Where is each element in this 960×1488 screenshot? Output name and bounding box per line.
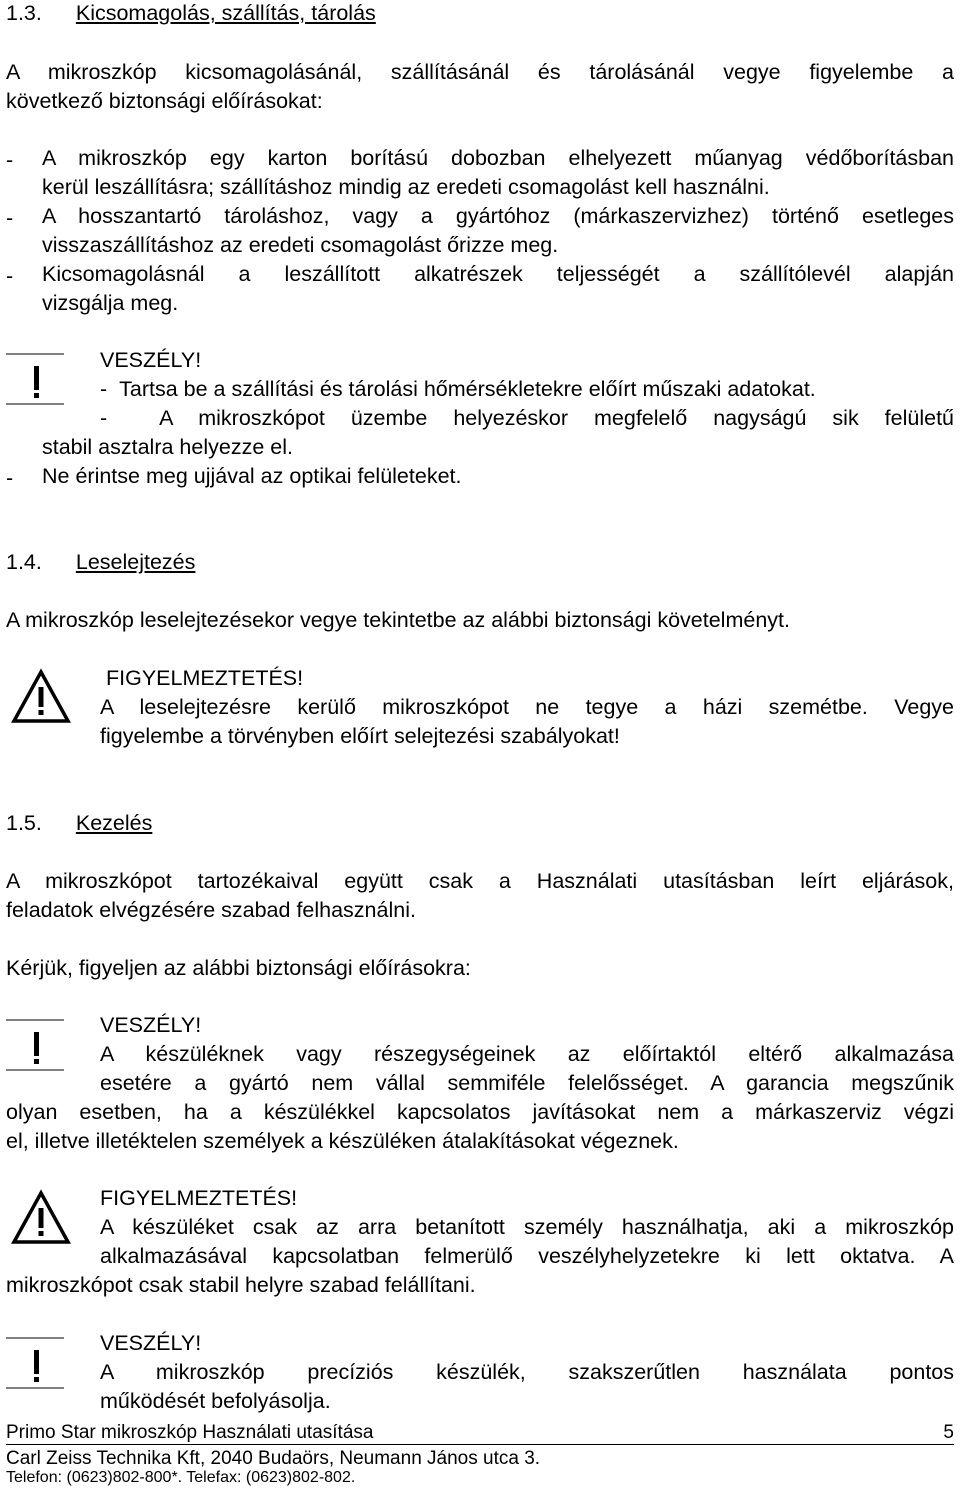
danger-label: VESZÉLY! xyxy=(100,1013,202,1037)
danger-item-line: stabil asztalra helyezze el. xyxy=(42,435,293,459)
paragraph-line: következő biztonsági előírásokat: xyxy=(6,89,323,113)
exclamation-icon xyxy=(6,352,68,408)
warning-triangle-icon xyxy=(10,668,72,726)
danger-line: el, illetve illetéktelen személyek a készüléken átalakításokat végeznek. xyxy=(6,1129,679,1153)
danger-label: VESZÉLY! xyxy=(100,1331,202,1355)
warning-label: FIGYELMEZTETÉS! xyxy=(100,1186,298,1210)
danger-item: - Tartsa be a szállítási és tárolási hőmérsékletekre előírt műszaki adatokat. xyxy=(100,377,816,401)
paragraph-line: A mikroszkóp kicsomagolásánál, szállításánál és tárolásánál vegye figyelembe a xyxy=(6,60,954,84)
list-item-line: Kicsomagolásnál a leszállított alkatrészek teljességét a szállítólevél alapján xyxy=(42,262,954,286)
danger-item-line: - A mikroszkópot üzembe helyezéskor megfelelő nagyságú sik felületű xyxy=(100,406,954,430)
warning-label: FIGYELMEZTETÉS! xyxy=(106,666,304,690)
paragraph-line: feladatok elvégzésére szabad felhasználni. xyxy=(6,898,416,922)
exclamation-icon xyxy=(6,1018,68,1074)
danger-item: Ne érintse meg ujjával az optikai felületeket. xyxy=(42,464,462,488)
paragraph-line: Kérjük, figyeljen az alábbi biztonsági előírásokra: xyxy=(6,956,471,980)
section-number: 1.4. xyxy=(6,550,42,574)
section-number: 1.5. xyxy=(6,811,42,835)
footer-document-title: Primo Star mikroszkóp Használati utasítása xyxy=(6,1422,374,1443)
section-heading-1-3 xyxy=(6,3,376,25)
warning-triangle-icon xyxy=(10,1189,72,1247)
section-number: 1.3. xyxy=(6,1,42,25)
danger-label: VESZÉLY! xyxy=(100,348,202,372)
danger-line: esetére a gyártó nem vállal semmiféle felelősséget. A garancia megszűnik xyxy=(100,1071,954,1095)
list-item-line: A mikroszkóp egy karton borítású dobozban elhelyezett műanyag védőborításban xyxy=(42,146,954,170)
warning-line: mikroszkópot csak stabil helyre szabad felállítani. xyxy=(6,1273,476,1297)
danger-line: olyan esetben, ha a készülékkel kapcsolatos javításokat nem a márkaszerviz végzi xyxy=(6,1100,954,1124)
warning-line: A készüléket csak az arra betanított személy használhatja, aki a mikroszkóp xyxy=(100,1215,954,1239)
footer-company: Carl Zeiss Technika Kft, 2040 Budaörs, Neumann János utca 3. xyxy=(6,1448,541,1469)
list-item-line: A hosszantartó tároláshoz, vagy a gyártóhoz (márkaszervizhez) történő esetleges xyxy=(42,204,954,228)
footer-page-number: 5 xyxy=(943,1422,954,1443)
paragraph-line: A mikroszkópot tartozékaival együtt csak a Használati utasításban leírt eljárások, xyxy=(6,869,954,893)
danger-line: A készüléknek vagy részegységeinek az előírtaktól eltérő alkalmazása xyxy=(100,1042,954,1066)
footer-contact: Telefon: (0623)802-800*. Telefax: (0623)802-802. xyxy=(6,1469,356,1486)
list-item-line: kerül leszállításra; szállításhoz mindig az eredeti csomagolást kell használni. xyxy=(42,175,770,199)
warning-line: A leselejtezésre kerülő mikroszkópot ne tegye a házi szemétbe. Vegye xyxy=(100,695,954,719)
list-item-line: visszaszállításhoz az eredeti csomagolást őrizze meg. xyxy=(42,233,559,257)
section-heading-1-5 xyxy=(6,813,152,835)
warning-line: alkalmazásával kapcsolatban felmerülő veszélyhelyzetekre ki lett oktatva. A xyxy=(100,1244,954,1268)
list-dash: - xyxy=(6,466,14,490)
list-dash: - xyxy=(6,206,14,230)
section-title: Kezelés xyxy=(75,811,153,835)
section-heading-1-4 xyxy=(6,552,195,574)
danger-line: működését befolyásolja. xyxy=(100,1389,331,1413)
section-title: Leselejtezés xyxy=(75,550,196,574)
warning-line: figyelembe a törvényben előírt selejtezési szabályokat! xyxy=(100,724,620,748)
list-item-line: vizsgálja meg. xyxy=(42,291,179,315)
list-dash: - xyxy=(6,148,14,172)
danger-line: A mikroszkóp precíziós készülék, szakszerűtlen használata pontos xyxy=(100,1360,954,1384)
exclamation-icon xyxy=(6,1336,68,1392)
list-dash: - xyxy=(6,264,14,288)
footer-rule xyxy=(6,1444,954,1445)
section-title: Kicsomagolás, szállítás, tárolás xyxy=(75,1,376,25)
paragraph-line: A mikroszkóp leselejtezésekor vegye tekintetbe az alábbi biztonsági követelményt. xyxy=(6,608,790,632)
